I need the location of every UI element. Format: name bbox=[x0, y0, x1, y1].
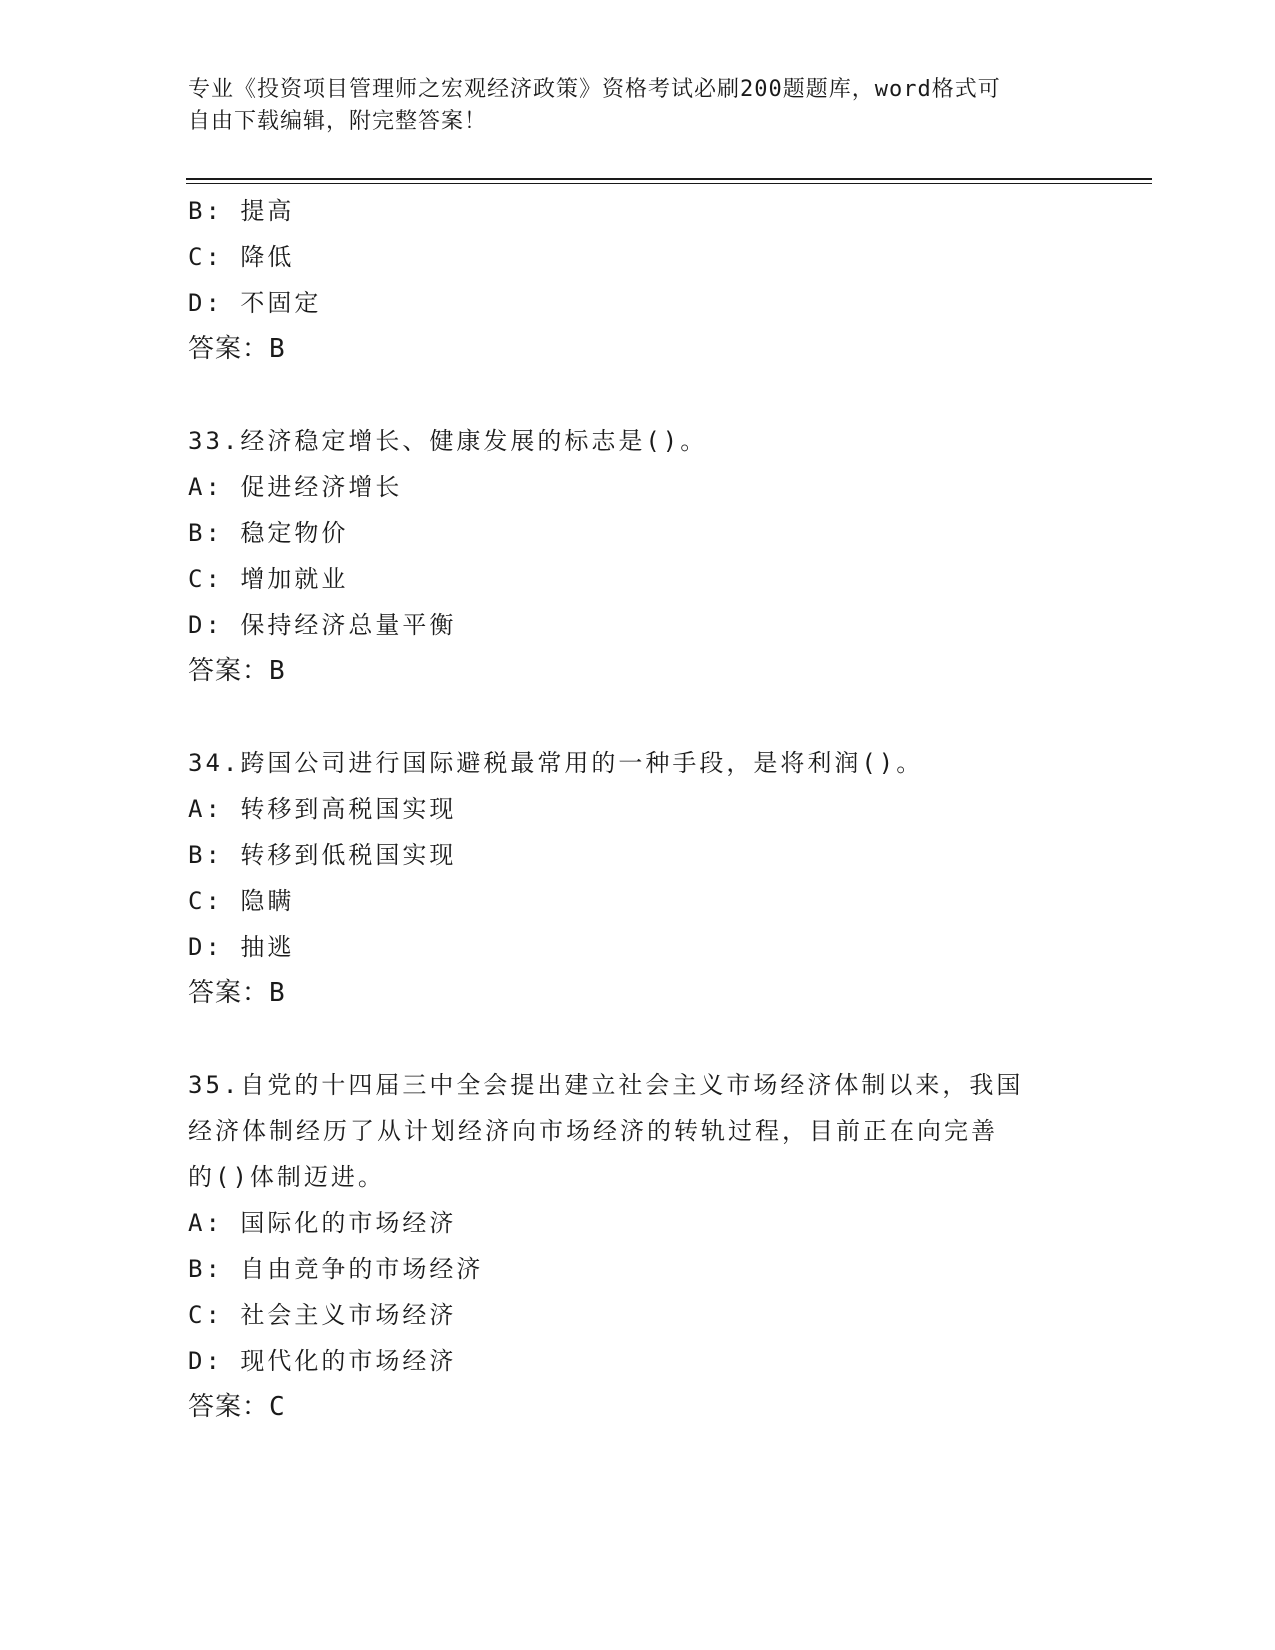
option-c: C: 增加就业 bbox=[188, 565, 349, 593]
option-c: C: 隐瞒 bbox=[188, 887, 295, 915]
header-title-line-2: 自由下载编辑，附完整答案！ bbox=[188, 109, 488, 134]
question-stem: 34.跨国公司进行国际避税最常用的一种手段，是将利润()。 bbox=[188, 749, 924, 777]
answer-line: 答案：B bbox=[188, 978, 286, 1008]
option-c: C: 降低 bbox=[188, 243, 295, 271]
page-header bbox=[188, 74, 1068, 138]
option-d: D: 保持经济总量平衡 bbox=[188, 611, 457, 639]
option-d: D: 现代化的市场经济 bbox=[188, 1347, 457, 1375]
header-rule-thin bbox=[186, 183, 1152, 184]
question-content bbox=[188, 188, 1088, 1430]
spacer bbox=[188, 372, 1088, 418]
option-d: D: 抽逃 bbox=[188, 933, 295, 961]
option-c: C: 社会主义市场经济 bbox=[188, 1301, 457, 1329]
spacer bbox=[188, 694, 1088, 740]
question-stem: 33.经济稳定增长、健康发展的标志是()。 bbox=[188, 427, 708, 455]
question-stem-line-1: 35.自党的十四届三中全会提出建立社会主义市场经济体制以来，我国 bbox=[188, 1071, 1024, 1099]
option-b: B: 自由竞争的市场经济 bbox=[188, 1255, 484, 1283]
question-32-tail bbox=[188, 188, 1088, 372]
option-b: B: 稳定物价 bbox=[188, 519, 349, 547]
answer-line: 答案：C bbox=[188, 1392, 286, 1422]
question-stem-line-2: 经济体制经历了从计划经济向市场经济的转轨过程，目前正在向完善 bbox=[188, 1117, 998, 1145]
question-34 bbox=[188, 740, 1088, 1016]
header-title-line-1: 专业《投资项目管理师之宏观经济政策》资格考试必刷200题题库，word格式可 bbox=[188, 77, 1001, 102]
option-a: A: 转移到高税国实现 bbox=[188, 795, 457, 823]
spacer bbox=[188, 1016, 1088, 1062]
option-a: A: 国际化的市场经济 bbox=[188, 1209, 457, 1237]
option-a: A: 促进经济增长 bbox=[188, 473, 403, 501]
option-d: D: 不固定 bbox=[188, 289, 322, 317]
answer-line: 答案：B bbox=[188, 656, 286, 686]
question-stem-line-3: 的()体制迈进。 bbox=[188, 1163, 385, 1191]
option-b: B: 转移到低税国实现 bbox=[188, 841, 457, 869]
option-b: B: 提高 bbox=[188, 197, 295, 225]
header-rule-thick bbox=[186, 178, 1152, 180]
answer-line: 答案：B bbox=[188, 334, 286, 364]
question-33 bbox=[188, 418, 1088, 694]
question-35 bbox=[188, 1062, 1088, 1430]
